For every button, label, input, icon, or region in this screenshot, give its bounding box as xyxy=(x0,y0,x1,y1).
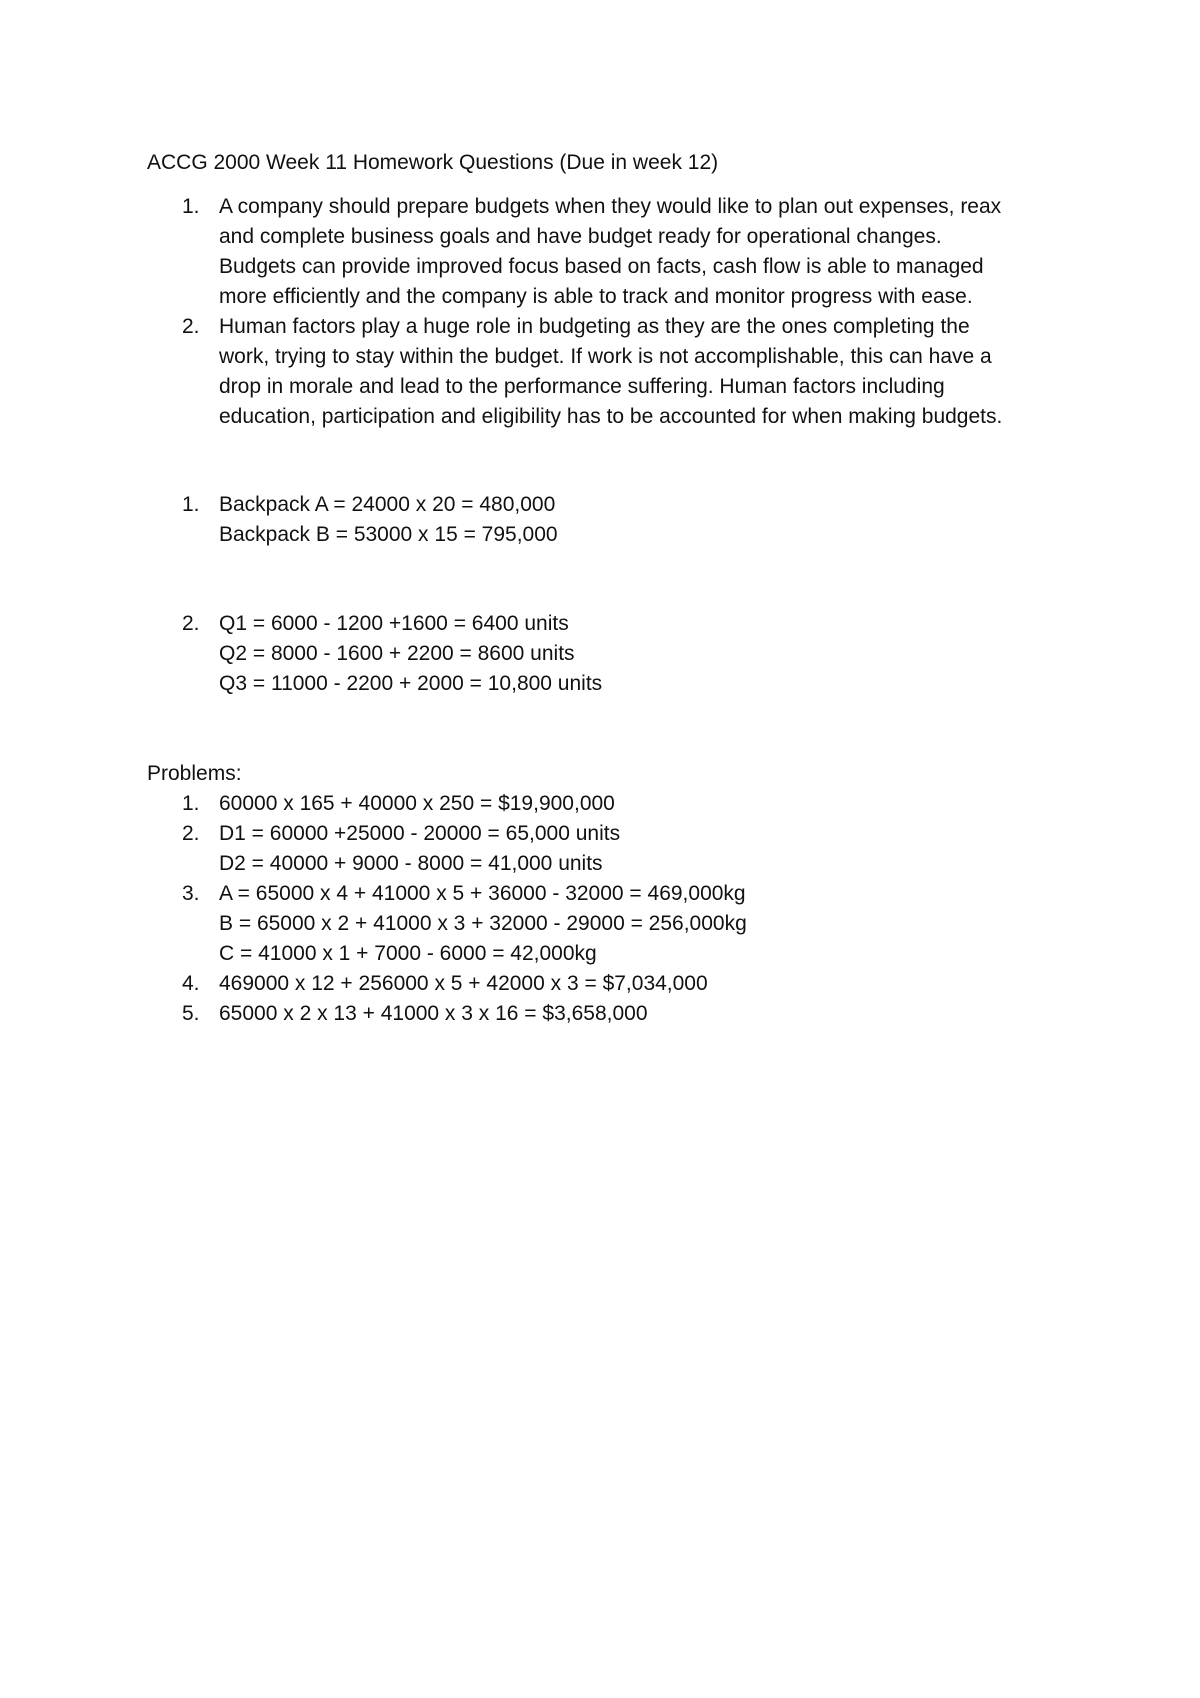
answer-line: more efficiently and the company is able to track and monitor progress with ease. xyxy=(219,285,973,308)
answer-line: work, trying to stay within the budget. If work is not accomplishable, this can have a xyxy=(219,345,992,368)
calc-line: C = 41000 x 1 + 7000 - 6000 = 42,000kg xyxy=(219,942,597,965)
calc-line: D2 = 40000 + 9000 - 8000 = 41,000 units xyxy=(219,852,603,875)
item-number: 1. xyxy=(182,195,200,218)
item-number: 2. xyxy=(182,822,200,845)
calc-line: Q2 = 8000 - 1600 + 2200 = 8600 units xyxy=(219,642,575,665)
production-budget-list xyxy=(147,609,1077,699)
calc-line: B = 65000 x 2 + 41000 x 3 + 32000 - 29000 = 256,000kg xyxy=(219,912,747,935)
answer-line: and complete business goals and have budget ready for operational changes. xyxy=(219,225,942,248)
calc-line: D1 = 60000 +25000 - 20000 = 65,000 units xyxy=(219,822,621,845)
calc-line: 65000 x 2 x 13 + 41000 x 3 x 16 = $3,658,000 xyxy=(219,1002,648,1025)
answer-line: A company should prepare budgets when they would like to plan out expenses, reax xyxy=(219,195,1002,218)
item-number: 2. xyxy=(182,315,200,338)
list-item xyxy=(147,490,1077,550)
spacer xyxy=(147,432,1077,490)
item-number: 1. xyxy=(182,493,200,516)
item-number: 3. xyxy=(182,882,200,905)
item-number: 2. xyxy=(182,612,200,635)
list-item xyxy=(147,192,1077,312)
answer-line: drop in morale and lead to the performance suffering. Human factors including xyxy=(219,375,945,398)
theory-answers-list xyxy=(147,192,1077,432)
calc-line: 60000 x 165 + 40000 x 250 = $19,900,000 xyxy=(219,792,615,815)
list-item xyxy=(147,879,1077,969)
calc-line: Backpack B = 53000 x 15 = 795,000 xyxy=(219,523,558,546)
item-number: 4. xyxy=(182,972,200,995)
spacer xyxy=(147,699,1077,759)
answer-line: Human factors play a huge role in budgeting as they are the ones completing the xyxy=(219,315,970,338)
sales-budget-list xyxy=(147,490,1077,550)
list-item xyxy=(147,609,1077,699)
list-item xyxy=(147,999,1077,1029)
document-title: ACCG 2000 Week 11 Homework Questions (Due in week 12) xyxy=(147,151,719,174)
calc-line: 469000 x 12 + 256000 x 5 + 42000 x 3 = $7,034,000 xyxy=(219,972,708,995)
item-number: 5. xyxy=(182,1002,200,1025)
list-item xyxy=(147,789,1077,819)
answer-line: education, participation and eligibility has to be accounted for when making budgets. xyxy=(219,405,1003,428)
item-number: 1. xyxy=(182,792,200,815)
calc-line: A = 65000 x 4 + 41000 x 5 + 36000 - 32000 = 469,000kg xyxy=(219,882,746,905)
calc-line: Backpack A = 24000 x 20 = 480,000 xyxy=(219,493,556,516)
calc-line: Q3 = 11000 - 2200 + 2000 = 10,800 units xyxy=(219,672,603,695)
list-item xyxy=(147,819,1077,879)
document-body xyxy=(147,148,1077,1029)
list-item xyxy=(147,969,1077,999)
problems-heading: Problems: xyxy=(147,762,242,785)
spacer xyxy=(147,178,1077,192)
calc-line: Q1 = 6000 - 1200 +1600 = 6400 units xyxy=(219,612,569,635)
problems-list xyxy=(147,789,1077,1029)
answer-line: Budgets can provide improved focus based on facts, cash flow is able to managed xyxy=(219,255,984,278)
spacer xyxy=(147,550,1077,609)
list-item xyxy=(147,312,1077,432)
